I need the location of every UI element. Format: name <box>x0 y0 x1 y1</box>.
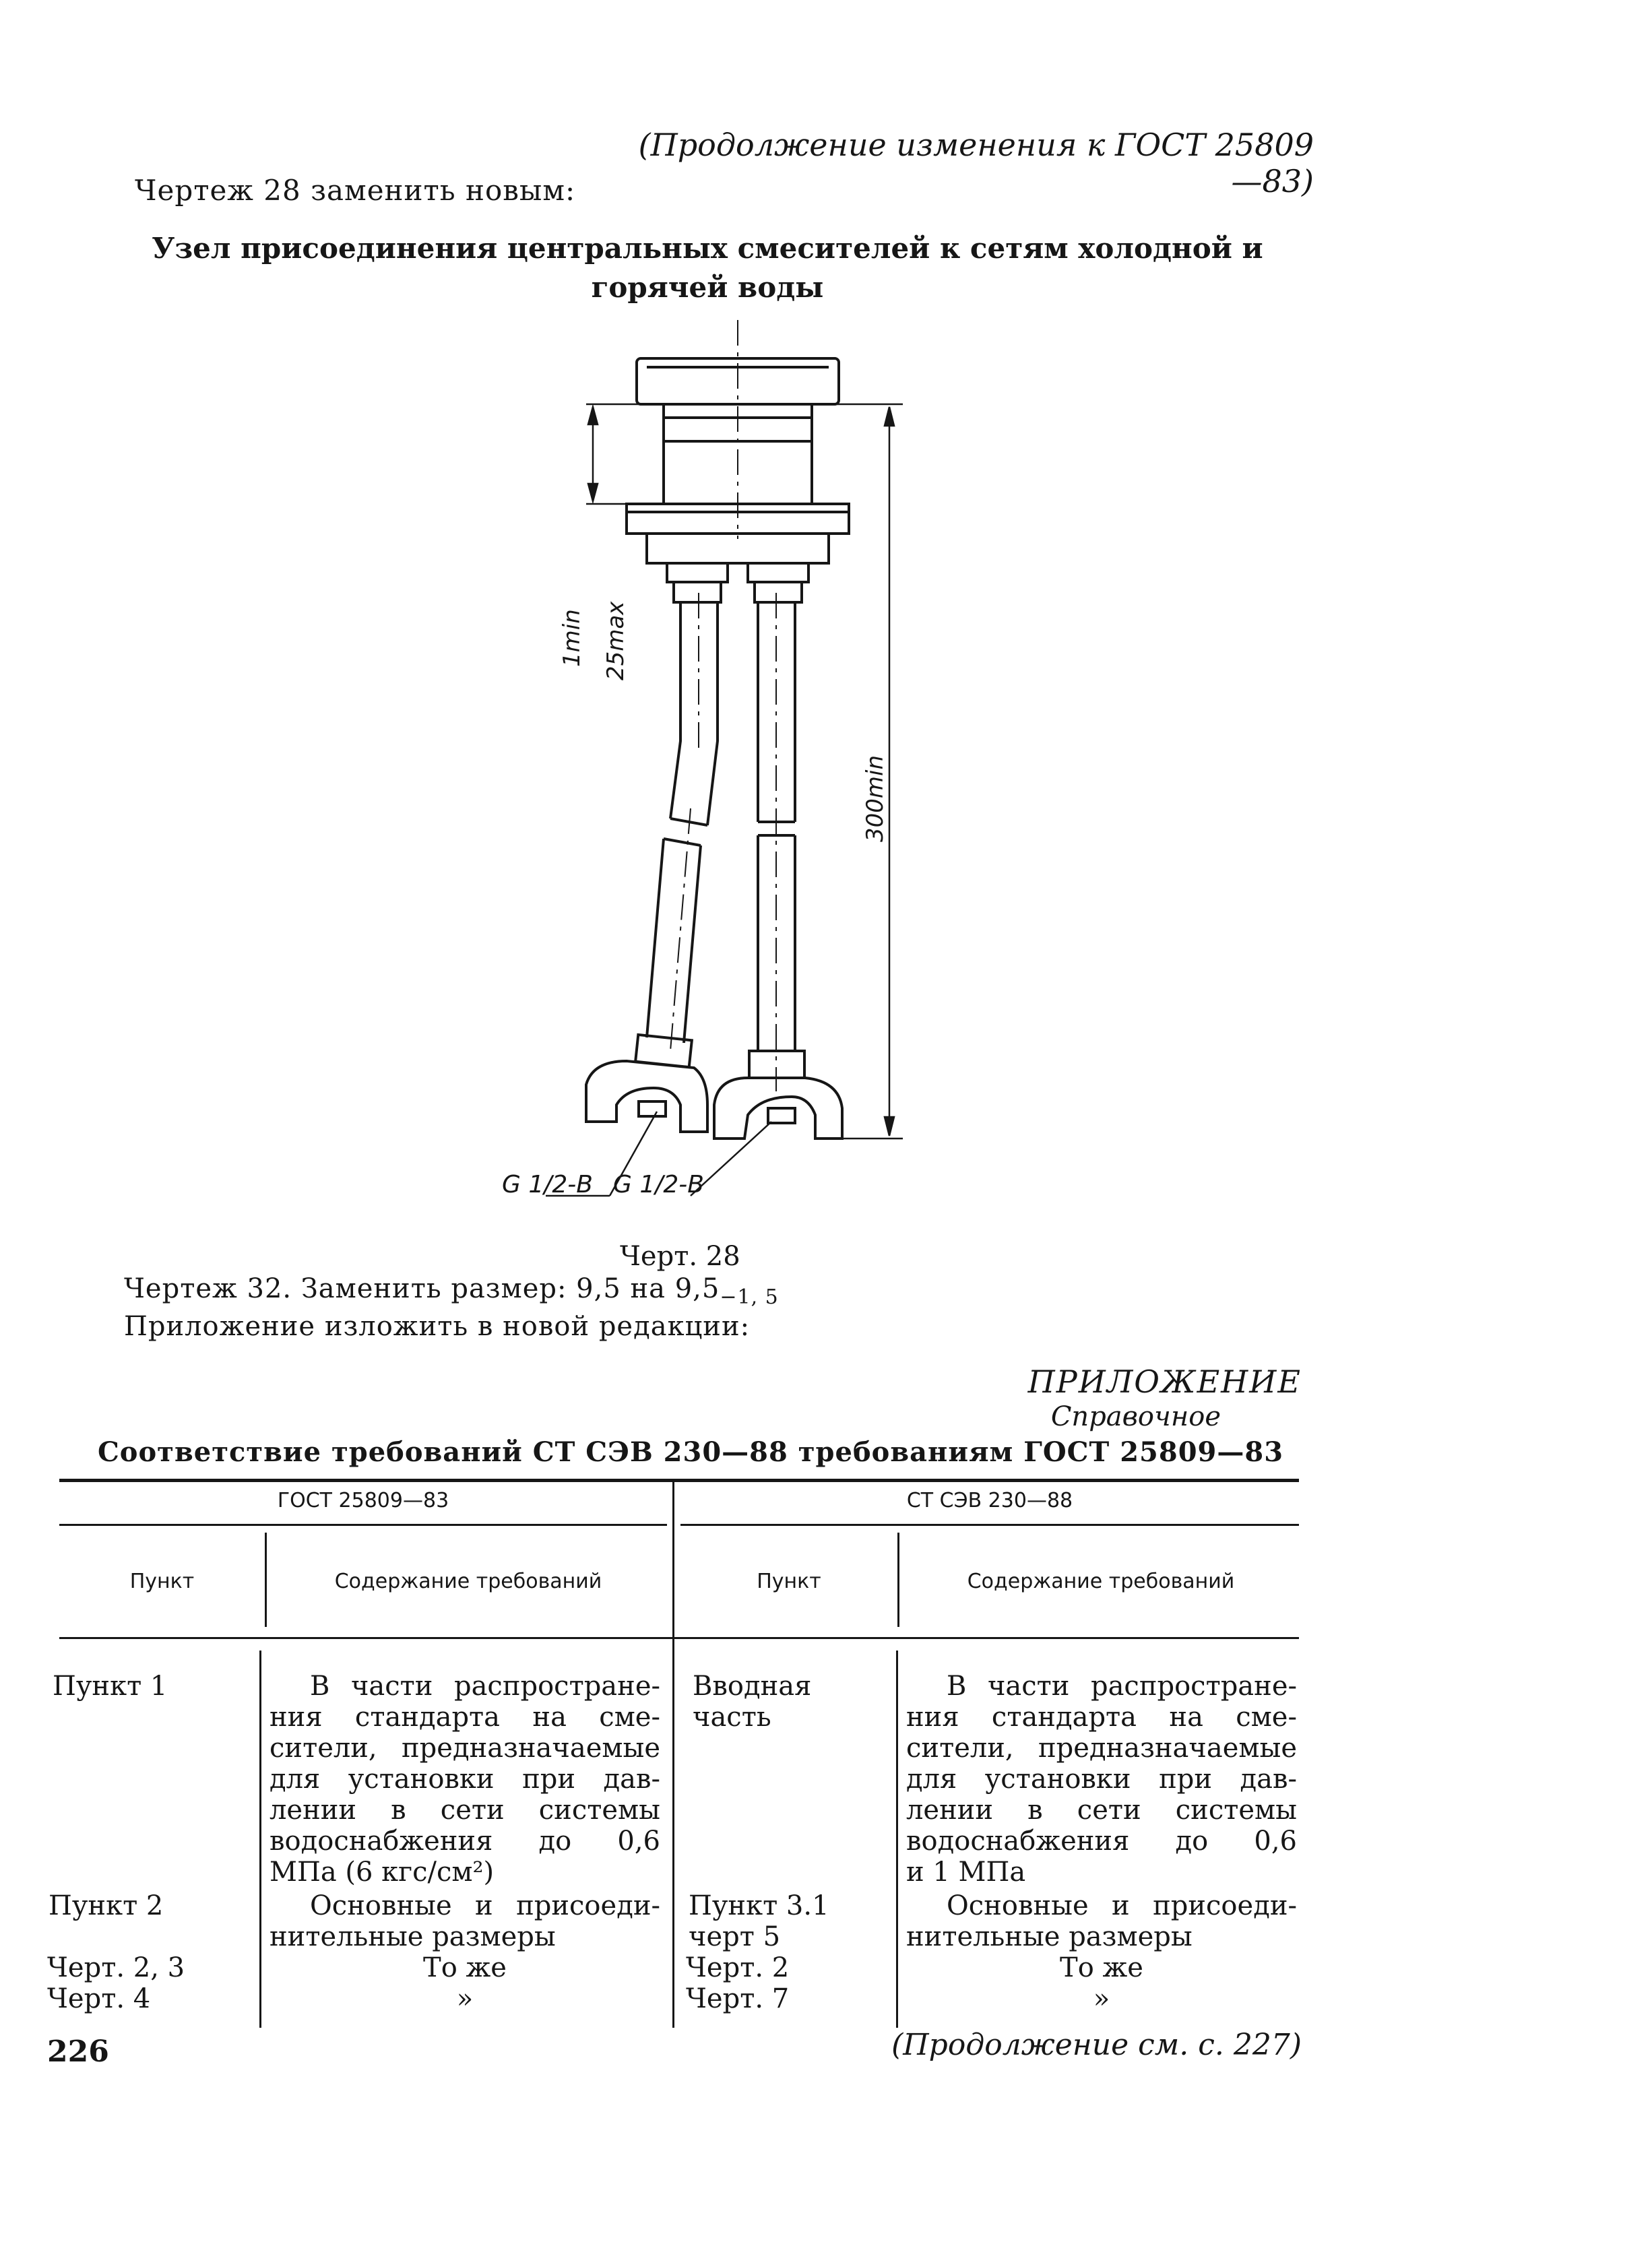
thread-label-right: G 1/2-B <box>613 1171 704 1198</box>
fitting-left <box>586 1035 707 1132</box>
continuation-header: (Продолжение изменения к ГОСТ 25809—83) <box>638 127 1314 199</box>
header-bottom-rule <box>59 1637 1299 1639</box>
text-line: МПа (6 кгс/см²) <box>269 1857 495 1888</box>
row1-gost-content <box>269 1671 660 1888</box>
group-divider <box>672 1482 674 2028</box>
row3-gost-content: То же <box>423 1952 507 1983</box>
sev-col-divider <box>896 1651 898 2028</box>
figure-caption: Черт. 28 <box>620 1241 740 1272</box>
fitting-right <box>714 1051 842 1139</box>
group-right-rule <box>680 1524 1299 1526</box>
text-line: Вводная <box>693 1671 812 1702</box>
tolerance-subscript: −1, 5 <box>720 1285 779 1309</box>
text-line: ния стандарта на сме- <box>269 1702 660 1733</box>
group-header-sev: СТ СЭВ 230—88 <box>906 1489 1073 1512</box>
text-line: Пункт 3.1 <box>689 1890 829 1921</box>
text-line: водоснабжения до 0,6 <box>269 1826 660 1857</box>
figure-title-line2: горячей воды <box>591 271 824 304</box>
appendix-label: ПРИЛОЖЕНИЕ <box>1027 1364 1302 1400</box>
text-line: ния стандарта на сме- <box>906 1702 1297 1733</box>
text-line: часть <box>693 1702 771 1733</box>
text-line: нительные размеры <box>269 1921 556 1952</box>
text-line: сители, предназначаемые <box>269 1733 660 1764</box>
group-header-gost: ГОСТ 25809—83 <box>277 1489 449 1512</box>
text-line: сители, предназначаемые <box>906 1733 1297 1764</box>
figure-title <box>135 229 1280 307</box>
row3-gost-point: Черт. 2, 3 <box>47 1952 185 1983</box>
continuation-footer: (Продолжение см. с. 227) <box>891 2028 1302 2062</box>
text-line: нительные размеры <box>906 1921 1193 1952</box>
gost-col-divider <box>259 1651 261 2028</box>
mixer-connection-drawing <box>472 310 984 1213</box>
body-line-2: Приложение изложить в новой редакции: <box>124 1311 751 1342</box>
gost-col-divider-head <box>265 1533 267 1627</box>
text-line: для установки при дав- <box>269 1764 660 1795</box>
row2-sev-content <box>906 1890 1297 1952</box>
figure-title-line1: Узел присоединения центральных смесителей к сетям холодной и <box>152 232 1263 265</box>
table-top-rule <box>59 1479 1299 1482</box>
appendix-sublabel: Справочное <box>1050 1401 1221 1432</box>
row1-sev-content <box>906 1671 1297 1888</box>
text-line: В части распростране- <box>947 1671 1297 1702</box>
text-line: лении в сети системы <box>269 1795 660 1826</box>
row1-sev-point <box>693 1671 811 1733</box>
col-header-sev-content: Содержание требований <box>967 1570 1235 1593</box>
thread-label-left: G 1/2-B <box>502 1171 593 1198</box>
row4-gost-point: Черт. 4 <box>47 1983 151 2014</box>
page-number: 226 <box>47 2035 109 2069</box>
text-line: лении в сети системы <box>906 1795 1297 1826</box>
intro-text: Чертеж 28 заменить новым: <box>135 174 576 207</box>
row2-gost-content <box>269 1890 660 1952</box>
dim-1min-label: 1min <box>559 609 585 667</box>
text-line: черт 5 <box>689 1921 781 1952</box>
row3-sev-content: То же <box>1060 1952 1143 1983</box>
col-header-sev-point: Пункт <box>757 1570 821 1593</box>
row2-gost-point: Пункт 2 <box>49 1890 164 1921</box>
body-line-1-text: Чертеж 32. Заменить размер: 9,5 на 9,5 <box>124 1273 720 1304</box>
col-header-gost-point: Пункт <box>129 1570 195 1593</box>
body-line-1 <box>124 1273 779 1309</box>
text-line: водоснабжения до 0,6 <box>906 1826 1297 1857</box>
sev-col-divider-head <box>897 1533 899 1627</box>
text-line: В части распростране- <box>310 1671 660 1702</box>
text-line: для установки при дав- <box>906 1764 1297 1795</box>
row4-sev-point: Черт. 7 <box>686 1983 790 2014</box>
row1-gost-point: Пункт 1 <box>53 1671 168 1702</box>
group-left-rule <box>59 1524 667 1526</box>
row2-sev-point <box>689 1890 829 1952</box>
row4-gost-content: » <box>456 1983 474 2014</box>
dim-25max-label: 25max <box>602 601 629 680</box>
dim-300min-label: 300min <box>862 755 889 842</box>
text-line: Основные и присоеди- <box>947 1890 1297 1921</box>
table-title: Соответствие требований СТ СЭВ 230—88 требованиям ГОСТ 25809—83 <box>97 1436 1284 1468</box>
col-header-gost-content: Содержание требований <box>334 1570 602 1593</box>
text-line: Основные и присоеди- <box>310 1890 660 1921</box>
row4-sev-content: » <box>1093 1983 1110 2014</box>
hose-left <box>647 602 718 1043</box>
text-line: и 1 МПа <box>906 1857 1026 1888</box>
row3-sev-point: Черт. 2 <box>686 1952 790 1983</box>
